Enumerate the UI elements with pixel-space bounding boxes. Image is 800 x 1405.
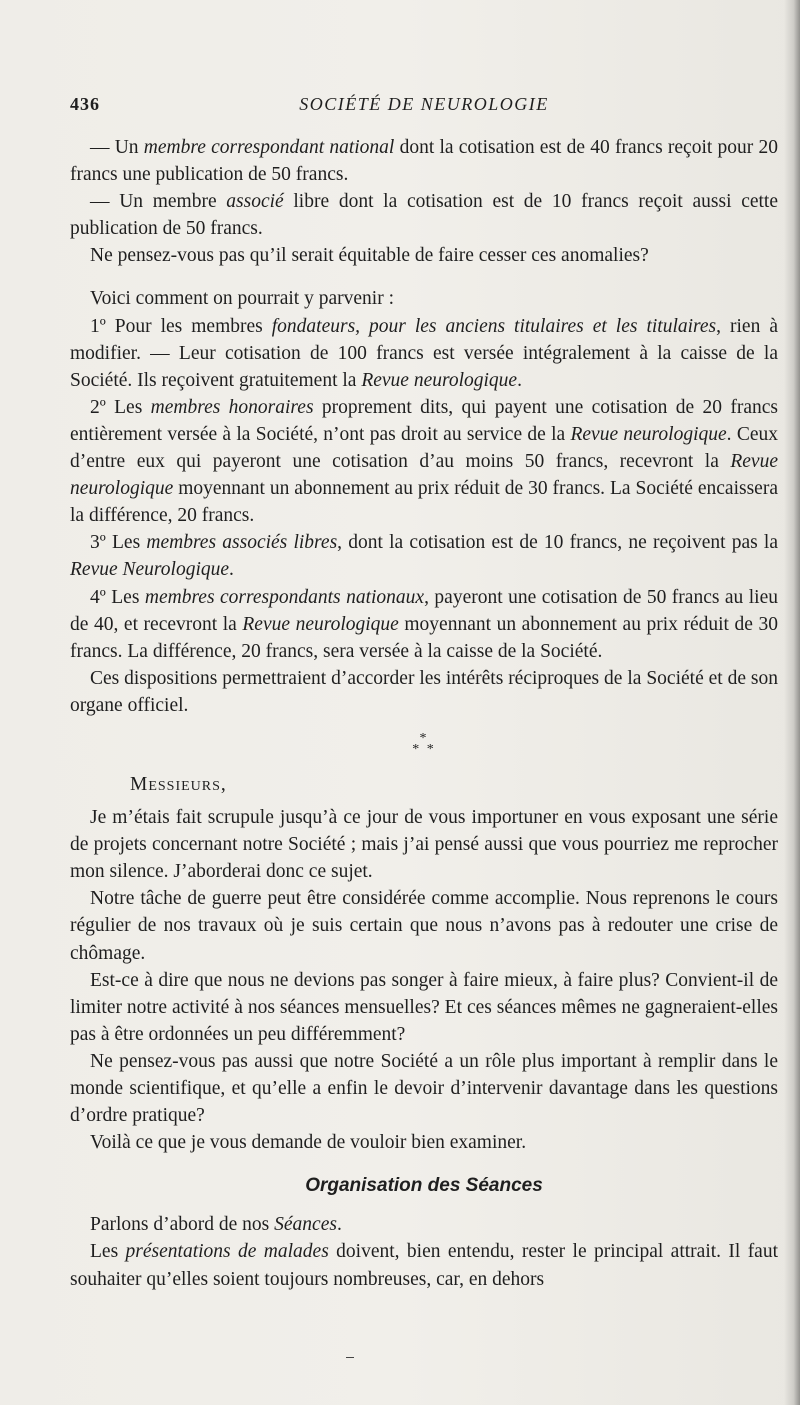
paragraph-14: Voilà ce que je vous demande de vouloir bien examiner. [90, 1132, 527, 1154]
paragraph-12: Est-ce à dire que nous ne devions pas songer à faire mieux, à faire plus? Convient-il de limiter notre activité à nos séances mensuelles? Et ces séances mêmes ne gagneraient-elles pas à être ordonnées un peu différemment? [70, 969, 778, 1045]
paragraph-9: Ces dispositions permettraient d’accorder les intérêts réciproques de la Société et de son organe officiel. [70, 667, 778, 716]
asterism: * * * [412, 730, 436, 757]
page-header [70, 94, 778, 122]
paragraph-7: 3º Les membres associés libres, dont la cotisation est de 10 francs, ne reçoivent pas la Revue Neurologique. [70, 532, 779, 581]
paragraph-6: 2º Les membres honoraires proprement dits, qui payent une cotisation de 20 francs entièrement versée à la Société, n’ont pas droit au service de la Revue neurologique. Ceux d’entre eux qui payeront une cotisation d’au moins 50 francs, recevront la Revue neurologique moyennant un abonnement au prix réduit de 30 francs. La Société encaissera la différence, 20 francs. [70, 396, 779, 527]
paragraph-1: — Un membre correspondant national dont la cotisation est de 40 francs reçoit pour 20 francs une publication de 50 francs. [70, 137, 778, 186]
paragraph-16: Les présentations de malades doivent, bien entendu, rester le principal attrait. Il faut souhaiter qu’elles soient toujours nombreuses, car, en dehors [70, 1241, 779, 1290]
paragraph-11: Notre tâche de guerre peut être considérée comme accomplie. Nous reprenons le cours régulier de nos travaux où je suis certain que nous n’avons pas à redouter une crise de chômage. [70, 888, 778, 964]
paragraph-10: Je m’étais fait scrupule jusqu’à ce jour de vous importuner en vous exposant une série de projets concernant notre Société ; mais j’ai pensé aussi que vous pourriez me reprocher mon silence. J’aborderai donc ce sujet. [70, 807, 778, 883]
page-edge-shadow [784, 0, 800, 1405]
paragraph-4: Voici comment on pourrait y parvenir : [90, 288, 394, 310]
paragraph-2: — Un membre associé libre dont la cotisation est de 10 francs reçoit aussi cette publication de 50 francs. [70, 191, 778, 240]
salutation: Messieurs, [130, 773, 227, 795]
paragraph-13: Ne pensez-vous pas aussi que notre Société a un rôle plus important à remplir dans le monde scientifique, et qu’elle a enfin le devoir d’intervenir davantage dans les questions d’ordre pratique? [70, 1050, 778, 1127]
running-title: SOCIÉTÉ DE NEUROLOGIE [299, 94, 549, 114]
signature-mark [346, 1357, 354, 1358]
paragraph-5: 1º Pour les membres fondateurs, pour les anciens titulaires et les titulaires, rien à modifier. — Leur cotisation de 100 francs est versée intégralement à la caisse de la Société. Ils reçoivent gratuitement la Revue neurologique. [70, 315, 778, 391]
paragraph-8: 4º Les membres correspondants nationaux, payeront une cotisation de 50 francs au lieu de 40, et recevront la Revue neurologique moyennant un abonnement au prix réduit de 30 francs. La différence, 20 francs, sera versée à la caisse de la Société. [70, 586, 779, 662]
paragraph-3: Ne pensez-vous pas qu’il serait équitable de faire cesser ces anomalies? [90, 245, 649, 267]
section-title: Organisation des Séances [305, 1175, 543, 1197]
paragraph-15: Parlons d’abord de nos Séances. [90, 1214, 342, 1236]
page-number: 436 [70, 94, 100, 114]
body-text [70, 134, 778, 1293]
